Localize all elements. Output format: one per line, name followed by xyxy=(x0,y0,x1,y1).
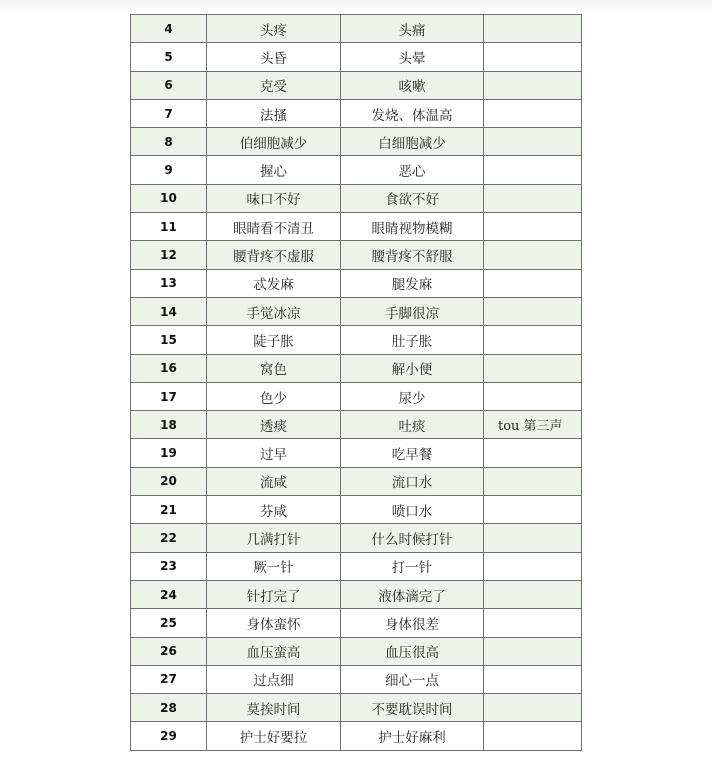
row-number-cell: 6 xyxy=(131,71,207,99)
page-top-edge xyxy=(0,0,712,14)
standard-term-cell: 吃早餐 xyxy=(341,439,484,467)
table-row xyxy=(131,694,582,722)
note-cell xyxy=(484,128,582,156)
dialect-term-cell: 头昏 xyxy=(207,43,341,71)
dialect-term-cell: 过早 xyxy=(207,439,341,467)
note-cell xyxy=(484,694,582,722)
note-cell xyxy=(484,71,582,99)
standard-term-cell: 解小便 xyxy=(341,354,484,382)
standard-term-cell: 身体很差 xyxy=(341,609,484,637)
table-row xyxy=(131,297,582,325)
row-number-cell: 26 xyxy=(131,637,207,665)
standard-term-cell: 喷口水 xyxy=(341,496,484,524)
standard-term-cell: 腿发麻 xyxy=(341,269,484,297)
row-number-cell: 14 xyxy=(131,297,207,325)
standard-term-cell: 打一针 xyxy=(341,552,484,580)
note-cell: tou 第三声 xyxy=(484,411,582,439)
note-cell xyxy=(484,637,582,665)
standard-term-cell: 眼睛视物模糊 xyxy=(341,213,484,241)
note-cell xyxy=(484,184,582,212)
note-cell xyxy=(484,496,582,524)
table-row xyxy=(131,128,582,156)
dialect-term-cell: 窝色 xyxy=(207,354,341,382)
note-cell xyxy=(484,354,582,382)
standard-term-cell: 肚子胀 xyxy=(341,326,484,354)
table-row xyxy=(131,609,582,637)
standard-term-cell: 液体滴完了 xyxy=(341,580,484,608)
note-cell xyxy=(484,269,582,297)
standard-term-cell: 头痛 xyxy=(341,15,484,43)
dialect-term-cell: 伯细胞减少 xyxy=(207,128,341,156)
standard-term-cell: 食欲不好 xyxy=(341,184,484,212)
standard-term-cell: 恶心 xyxy=(341,156,484,184)
table-row xyxy=(131,665,582,693)
table-row xyxy=(131,241,582,269)
row-number-cell: 16 xyxy=(131,354,207,382)
standard-term-cell: 不要耽误时间 xyxy=(341,694,484,722)
note-cell xyxy=(484,241,582,269)
row-number-cell: 9 xyxy=(131,156,207,184)
table-row xyxy=(131,382,582,410)
note-cell xyxy=(484,609,582,637)
table-row xyxy=(131,524,582,552)
row-number-cell: 4 xyxy=(131,15,207,43)
table-row xyxy=(131,467,582,495)
dialect-term-cell: 头疼 xyxy=(207,15,341,43)
note-cell xyxy=(484,467,582,495)
row-number-cell: 15 xyxy=(131,326,207,354)
dialect-term-cell: 莫挨时间 xyxy=(207,694,341,722)
table-row xyxy=(131,184,582,212)
row-number-cell: 19 xyxy=(131,439,207,467)
standard-term-cell: 尿少 xyxy=(341,382,484,410)
row-number-cell: 5 xyxy=(131,43,207,71)
row-number-cell: 8 xyxy=(131,128,207,156)
table-row xyxy=(131,552,582,580)
note-cell xyxy=(484,580,582,608)
note-cell xyxy=(484,665,582,693)
table-row xyxy=(131,43,582,71)
standard-term-cell: 咳嗽 xyxy=(341,71,484,99)
row-number-cell: 24 xyxy=(131,580,207,608)
table-row xyxy=(131,99,582,127)
standard-term-cell: 发烧、体温高 xyxy=(341,99,484,127)
note-cell xyxy=(484,15,582,43)
dialect-term-cell: 腰背疼不虚服 xyxy=(207,241,341,269)
note-cell xyxy=(484,99,582,127)
note-cell xyxy=(484,326,582,354)
row-number-cell: 13 xyxy=(131,269,207,297)
table-row xyxy=(131,580,582,608)
row-number-cell: 17 xyxy=(131,382,207,410)
row-number-cell: 25 xyxy=(131,609,207,637)
row-number-cell: 28 xyxy=(131,694,207,722)
standard-term-cell: 流口水 xyxy=(341,467,484,495)
row-number-cell: 18 xyxy=(131,411,207,439)
table-body xyxy=(131,15,582,751)
row-number-cell: 29 xyxy=(131,722,207,750)
standard-term-cell: 血压很高 xyxy=(341,637,484,665)
dialect-glossary-table xyxy=(130,14,582,751)
table-row xyxy=(131,71,582,99)
dialect-term-cell: 色少 xyxy=(207,382,341,410)
note-cell xyxy=(484,722,582,750)
table-row xyxy=(131,354,582,382)
dialect-term-cell: 味口不好 xyxy=(207,184,341,212)
standard-term-cell: 头晕 xyxy=(341,43,484,71)
standard-term-cell: 手脚很凉 xyxy=(341,297,484,325)
dialect-term-cell: 芬咸 xyxy=(207,496,341,524)
dialect-term-cell: 手觉冰凉 xyxy=(207,297,341,325)
table-row xyxy=(131,411,582,439)
table-row xyxy=(131,637,582,665)
standard-term-cell: 护士好麻利 xyxy=(341,722,484,750)
note-cell xyxy=(484,213,582,241)
standard-term-cell: 吐痰 xyxy=(341,411,484,439)
standard-term-cell: 什么时候打针 xyxy=(341,524,484,552)
dialect-term-cell: 过点细 xyxy=(207,665,341,693)
table-row xyxy=(131,439,582,467)
table-row xyxy=(131,156,582,184)
row-number-cell: 10 xyxy=(131,184,207,212)
note-cell xyxy=(484,439,582,467)
dialect-term-cell: 透痰 xyxy=(207,411,341,439)
table-row xyxy=(131,213,582,241)
dialect-term-cell: 克受 xyxy=(207,71,341,99)
dialect-term-cell: 几满打针 xyxy=(207,524,341,552)
dialect-term-cell: 忒发麻 xyxy=(207,269,341,297)
dialect-term-cell: 眼睛看不清丑 xyxy=(207,213,341,241)
table-row xyxy=(131,269,582,297)
dialect-term-cell: 流咸 xyxy=(207,467,341,495)
standard-term-cell: 细心一点 xyxy=(341,665,484,693)
standard-term-cell: 腰背疼不舒服 xyxy=(341,241,484,269)
row-number-cell: 21 xyxy=(131,496,207,524)
dialect-term-cell: 护士好要拉 xyxy=(207,722,341,750)
dialect-term-cell: 法搔 xyxy=(207,99,341,127)
table-row xyxy=(131,326,582,354)
row-number-cell: 11 xyxy=(131,213,207,241)
note-cell xyxy=(484,524,582,552)
row-number-cell: 12 xyxy=(131,241,207,269)
row-number-cell: 23 xyxy=(131,552,207,580)
note-cell xyxy=(484,297,582,325)
note-cell xyxy=(484,552,582,580)
dialect-term-cell: 厥一针 xyxy=(207,552,341,580)
note-cell xyxy=(484,156,582,184)
row-number-cell: 27 xyxy=(131,665,207,693)
dialect-term-cell: 身体蛮怀 xyxy=(207,609,341,637)
dialect-term-cell: 陡子胀 xyxy=(207,326,341,354)
dialect-term-cell: 针打完了 xyxy=(207,580,341,608)
row-number-cell: 22 xyxy=(131,524,207,552)
row-number-cell: 20 xyxy=(131,467,207,495)
dialect-term-cell: 血压蛮高 xyxy=(207,637,341,665)
note-cell xyxy=(484,382,582,410)
note-cell xyxy=(484,43,582,71)
dialect-term-cell: 握心 xyxy=(207,156,341,184)
table-row xyxy=(131,722,582,750)
table-row xyxy=(131,15,582,43)
standard-term-cell: 白细胞减少 xyxy=(341,128,484,156)
row-number-cell: 7 xyxy=(131,99,207,127)
table-row xyxy=(131,496,582,524)
